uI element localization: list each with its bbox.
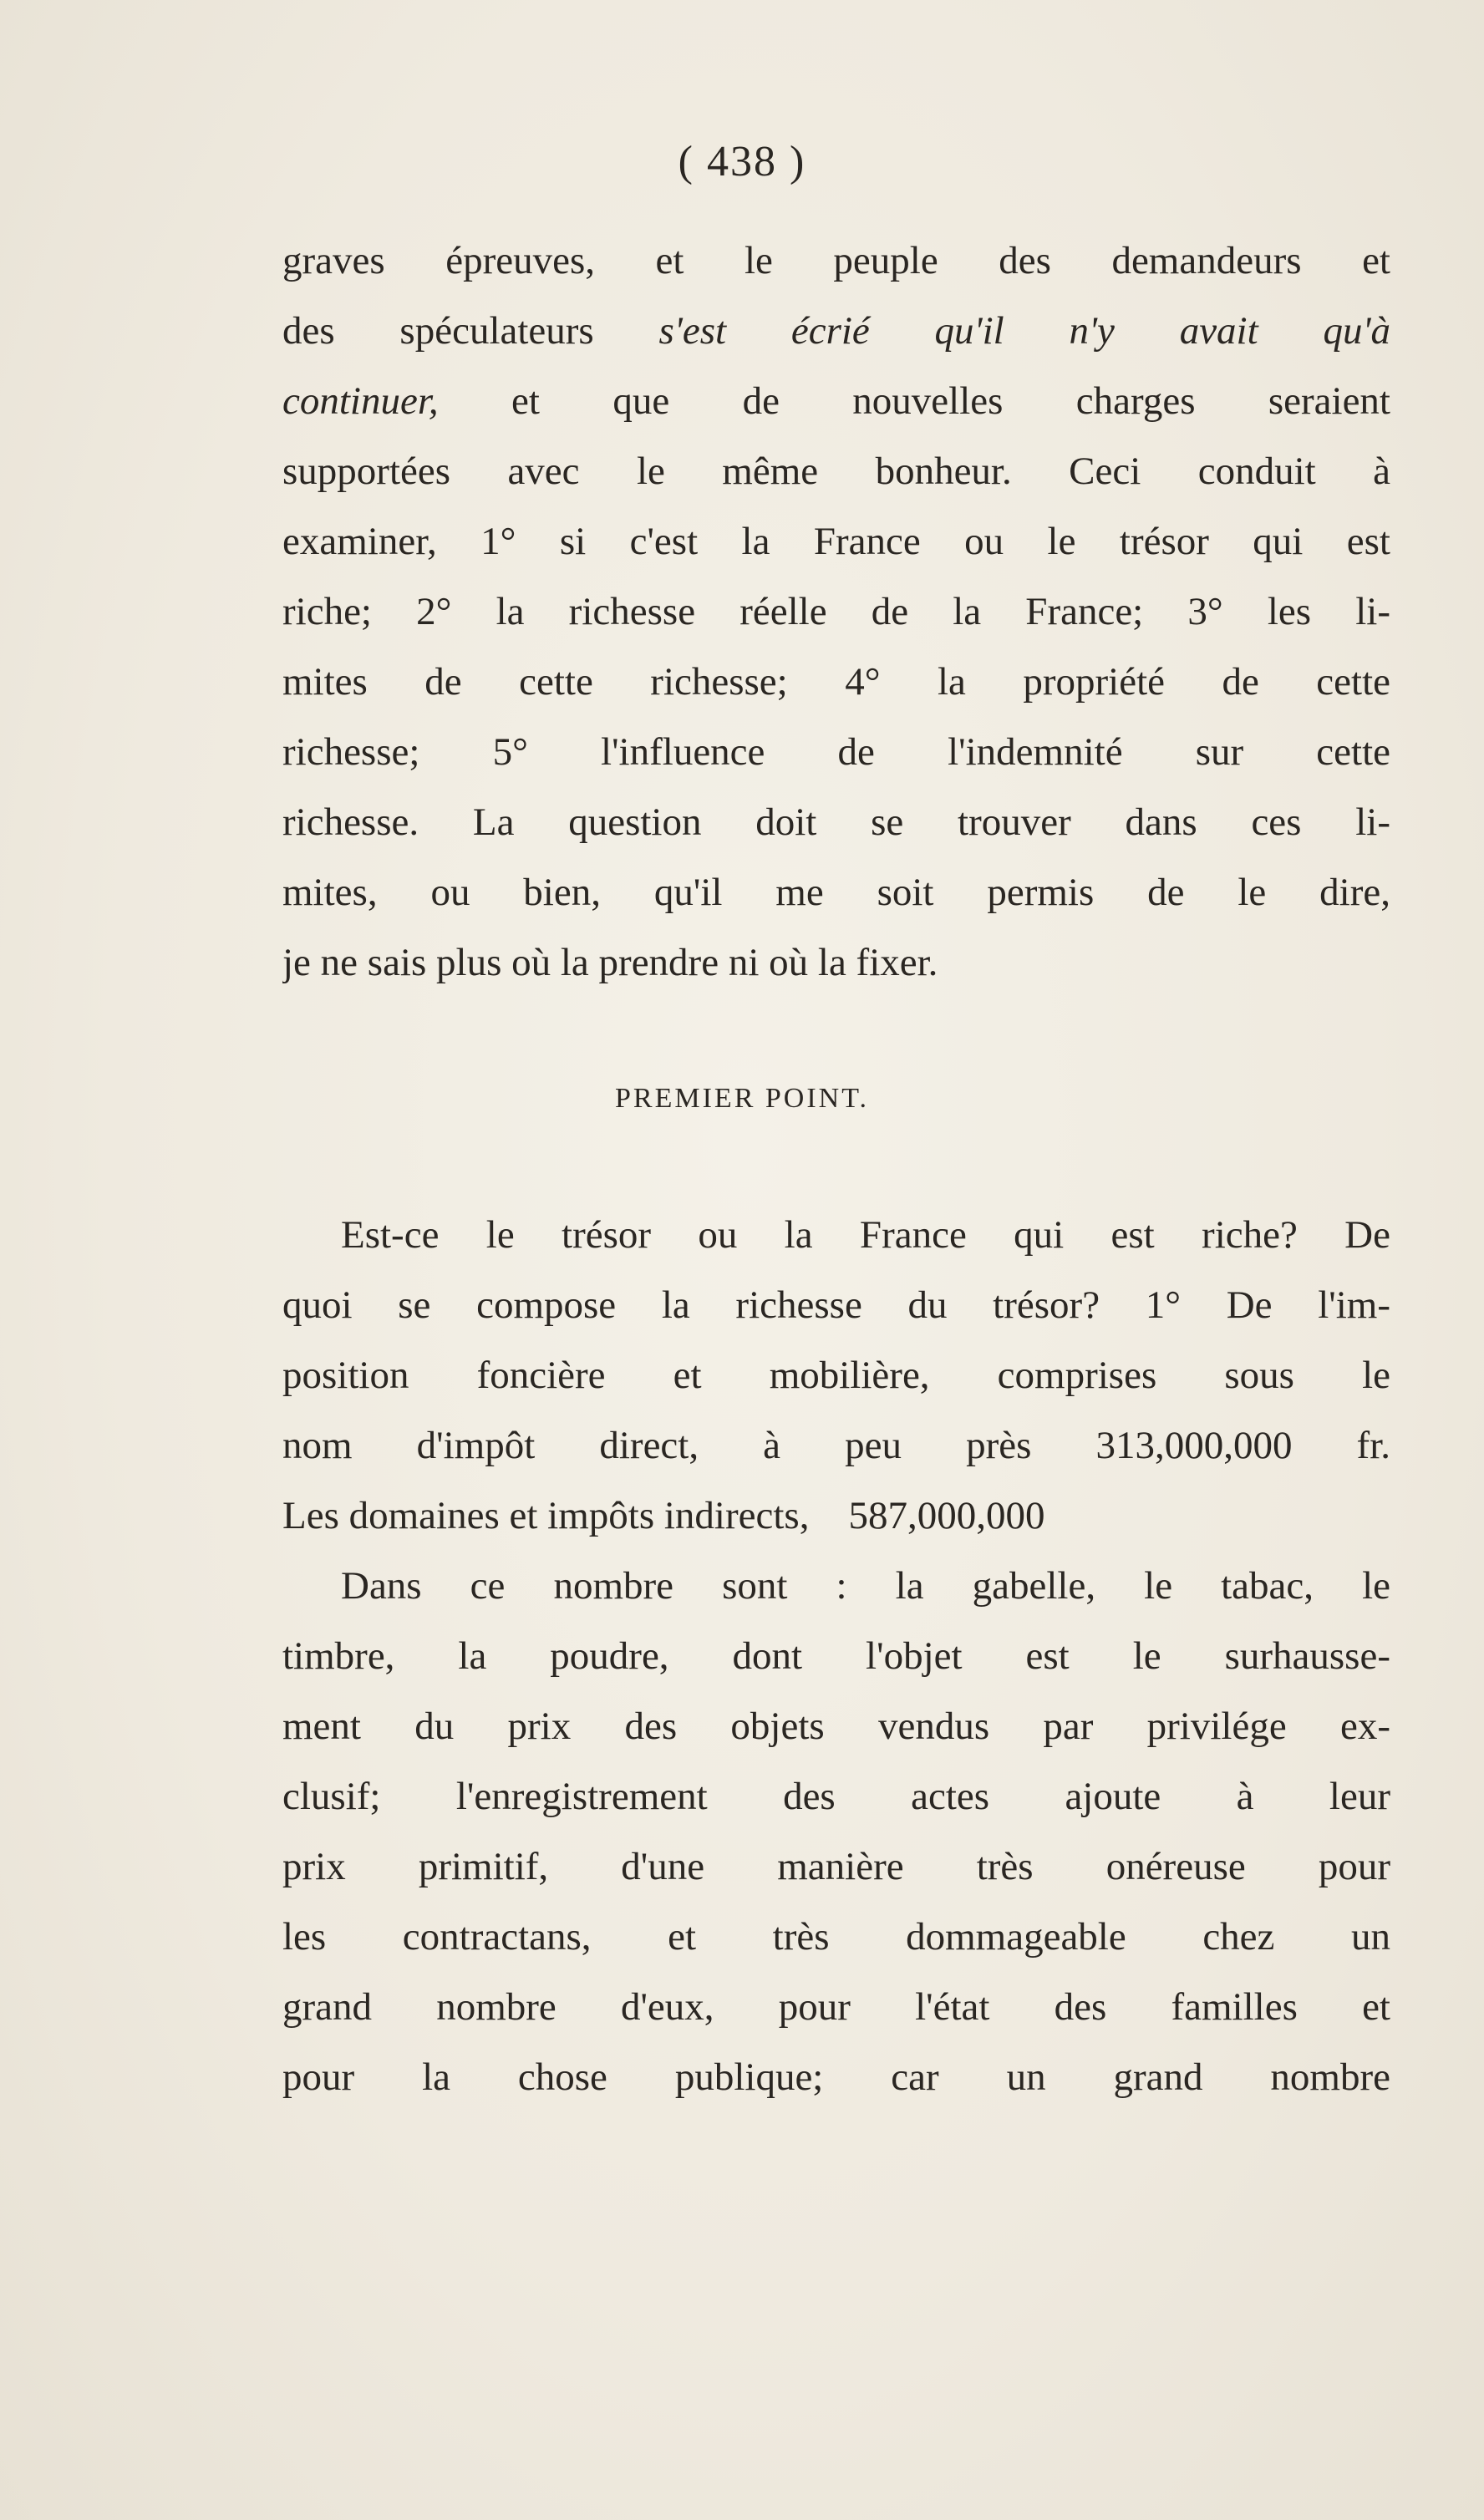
text-line xyxy=(282,296,1390,366)
text-line: pour la chose publique; car un grand nombre xyxy=(282,2055,1390,2099)
text-line: examiner, 1° si c'est la France ou le trésor qui est xyxy=(282,520,1390,563)
text-line: je ne sais plus où la prendre ni où la fixer. xyxy=(282,941,938,984)
text-fragment: et que de nouvelles charges seraient xyxy=(511,379,1390,423)
section-heading: PREMIER POINT. xyxy=(615,1083,869,1114)
paragraph-continuation xyxy=(282,226,1390,998)
text-fragment: Les domaines et impôts indirects, xyxy=(282,1494,810,1537)
text-line: ment du prix des objets vendus par privilége ex- xyxy=(282,1705,1390,1748)
text-line: quoi se compose la richesse du trésor? 1° De l'im- xyxy=(282,1283,1390,1327)
text-line: grand nombre d'eux, pour l'état des familles et xyxy=(282,1985,1390,2029)
text-line: mites, ou bien, qu'il me soit permis de le dire, xyxy=(282,871,1390,914)
text-fragment: des spéculateurs xyxy=(282,309,594,353)
text-line: riche; 2° la richesse réelle de la France; 3° les li- xyxy=(282,590,1390,633)
text-line: les contractans, et très dommageable chez un xyxy=(282,1915,1390,1959)
text-line xyxy=(282,1481,1390,1551)
text-line: richesse. La question doit se trouver dans ces li- xyxy=(282,800,1390,844)
text-line: graves épreuves, et le peuple des demandeurs et xyxy=(282,239,1390,282)
text-line: prix primitif, d'une manière très onéreuse pour xyxy=(282,1845,1390,1888)
amount-value: 587,000,000 xyxy=(848,1494,1045,1537)
amount-value: 313,000,000 fr. xyxy=(1095,1424,1390,1467)
text-line: mites de cette richesse; 4° la propriété de cette xyxy=(282,660,1390,704)
text-line: clusif; l'enregistrement des actes ajoute à leur xyxy=(282,1775,1390,1818)
page-number: ( 438 ) xyxy=(678,138,806,185)
italic-quote: s'est écrié qu'il n'y avait qu'à xyxy=(658,309,1390,353)
text-line: timbre, la poudre, dont l'objet est le surhausse- xyxy=(282,1634,1390,1678)
text-line: supportées avec le même bonheur. Ceci conduit à xyxy=(282,450,1390,493)
italic-quote: continuer, xyxy=(282,379,439,423)
text-line: Est-ce le trésor ou la France qui est riche? De xyxy=(341,1213,1390,1257)
text-line xyxy=(282,1410,1390,1481)
text-fragment: nom d'impôt direct, à peu près xyxy=(282,1424,1032,1467)
text-line: position foncière et mobilière, comprises sous le xyxy=(282,1354,1390,1397)
text-line: Dans ce nombre sont : la gabelle, le tabac, le xyxy=(341,1564,1390,1608)
text-line: richesse; 5° l'influence de l'indemnité sur cette xyxy=(282,730,1390,774)
text-line xyxy=(282,366,1390,436)
paragraph-main xyxy=(282,1200,1390,2112)
